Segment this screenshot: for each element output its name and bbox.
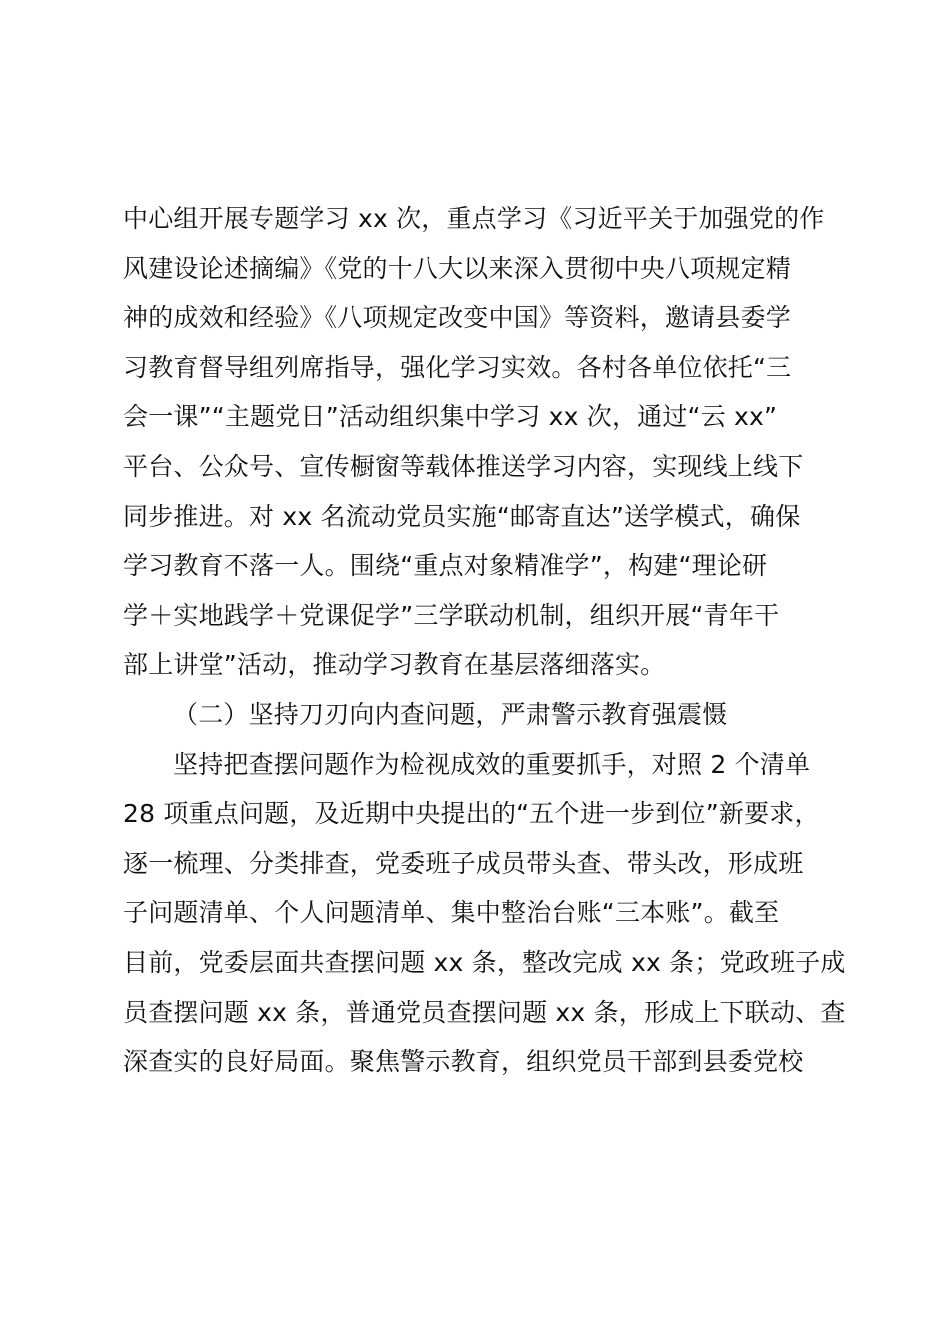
paragraph2-line-3: 逐一梳理、分类排查，党委班子成员带头查、带头改，形成班 <box>123 848 804 878</box>
body-line-4: 习教育督导组列席指导，强化学习实效。各村各单位依托“三 <box>123 352 792 382</box>
body-line-9: 学＋实地践学＋党课促学”三学联动机制，组织开展“青年干 <box>123 600 780 630</box>
body-line-3: 神的成效和经验》《八项规定改变中国》等资料，邀请县委学 <box>123 303 791 333</box>
paragraph2-line-5: 目前，党委层面共查摆问题 xx 条，整改完成 xx 条；党政班子成 <box>123 947 846 977</box>
body-line-5: 会一课”“主题党日”活动组织集中学习 xx 次，通过“云 xx” <box>123 402 778 432</box>
section-heading: （二）坚持刀刃向内查问题，严肃警示教育强震慑 <box>173 699 728 729</box>
body-line-7: 同步推进。对 xx 名流动党员实施“邮寄直达”送学模式，确保 <box>123 501 801 531</box>
paragraph2-line-7: 深查实的良好局面。聚焦警示教育，组织党员干部到县委党校 <box>123 1047 804 1077</box>
body-line-10: 部上讲堂”活动，推动学习教育在基层落细落实。 <box>123 650 666 680</box>
body-line-1: 中心组开展专题学习 xx 次，重点学习《习近平关于加强党的作 <box>123 204 825 233</box>
body-line-8: 学习教育不落一人。围绕“重点对象精准学”，构建“理论研 <box>123 551 768 581</box>
body-line-6: 平台、公众号、宣传橱窗等载体推送学习内容，实现线上线下 <box>123 451 804 481</box>
document-body <box>123 194 846 1087</box>
paragraph2-line-6: 员查摆问题 xx 条，普通党员查摆问题 xx 条，形成上下联动、查 <box>123 997 846 1027</box>
paragraph2-line-4: 子问题清单、个人问题清单、集中整治台账“三本账”。截至 <box>123 898 780 928</box>
paragraph2-line-1: 坚持把查摆问题作为检视成效的重要抓手，对照 2 个清单 <box>173 749 811 779</box>
body-line-2: 风建设论述摘编》《党的十八大以来深入贯彻中央八项规定精 <box>123 253 791 283</box>
paragraph2-line-2: 28 项重点问题，及近期中央提出的“五个进一步到位”新要求， <box>123 799 820 829</box>
